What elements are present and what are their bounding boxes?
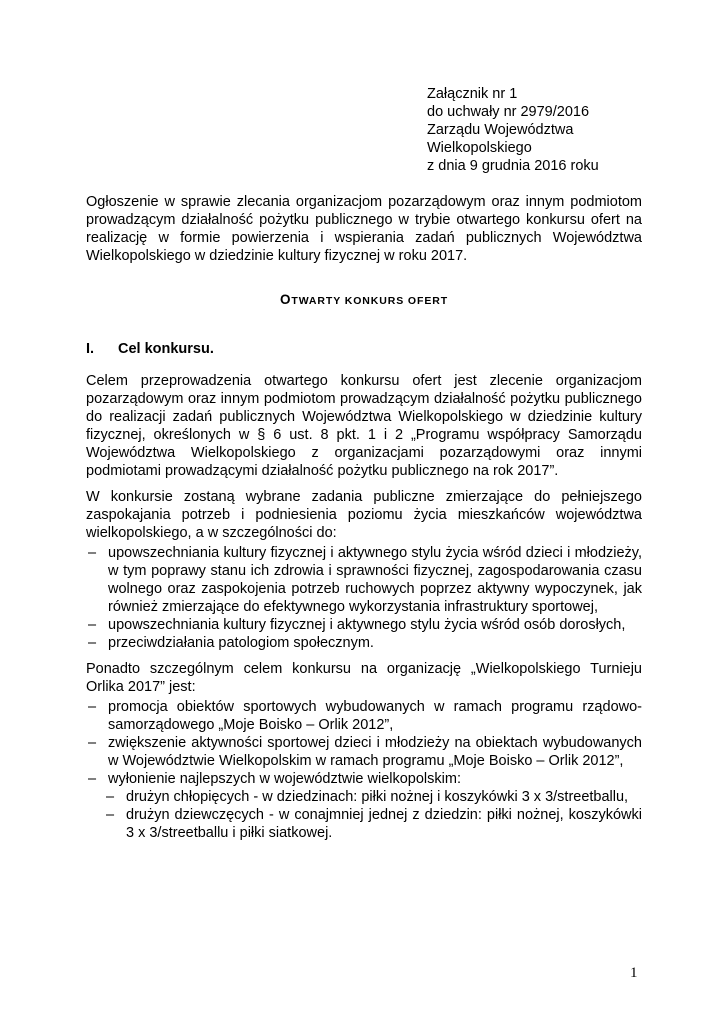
list-item bbox=[86, 734, 642, 770]
bullet: – bbox=[88, 635, 97, 651]
list-item-text: przeciwdziałania patologiom społecznym. bbox=[108, 635, 374, 651]
list-item bbox=[86, 634, 642, 652]
annex-line: Zarządu Województwa bbox=[427, 122, 574, 138]
task-list bbox=[86, 544, 642, 652]
list-item-text: zwiększenie aktywności sportowej dzieci i młodzieży na obiektach wybudowanych w Województwie Wielkopolskim w ramach programu „Moje Boisko – Orlik 2012”, bbox=[108, 735, 642, 769]
list-item bbox=[86, 770, 642, 788]
bullet: – bbox=[88, 735, 97, 751]
bullet: – bbox=[88, 771, 97, 787]
list-item bbox=[104, 788, 642, 806]
bullet: – bbox=[106, 789, 115, 805]
section-heading bbox=[86, 340, 642, 358]
document-title bbox=[86, 291, 642, 310]
title-cap: O bbox=[279, 292, 292, 307]
document-page bbox=[86, 85, 642, 842]
paragraph-orlik: Ponadto szczególnym celem konkursu na organizację „Wielkopolskiego Turnieju Orlika 2017” jest: bbox=[86, 661, 642, 695]
bullet: – bbox=[88, 617, 97, 633]
bullet: – bbox=[106, 807, 115, 823]
list-item-text: upowszechniania kultury fizycznej i aktywnego stylu życia wśród dzieci i młodzieży, w tym poprawy stanu ich zdrowia i sprawności fizycznej, zagospodarowania czasu wolnego oraz zaspokojenia potrzeb ruchowych poprzez aktywny wypoczynek, jak również zmierzające do efektywnego wykorzystania infrastruktury sportowej, bbox=[108, 545, 642, 615]
team-sublist bbox=[104, 788, 642, 842]
annex-line: Wielkopolskiego bbox=[427, 140, 532, 156]
orlik-goal-list bbox=[86, 698, 642, 788]
bullet: – bbox=[88, 699, 97, 715]
annex-line: do uchwały nr 2979/2016 bbox=[427, 104, 590, 120]
list-item bbox=[86, 616, 642, 634]
annex-header bbox=[427, 85, 642, 175]
list-item bbox=[104, 806, 642, 842]
annex-line: Załącznik nr 1 bbox=[427, 86, 518, 102]
list-item bbox=[86, 544, 642, 616]
paragraph-goal: Celem przeprowadzenia otwartego konkursu ofert jest zlecenie organizacjom pozarządowym oraz innym podmiotom prowadzącym działalność pożytku publicznego do realizacji zadań publicznych Województwa Wielkopolskiego w dziedzinie kultury fizycznej, określonych w § 6 ust. 8 pkt. 1 i 2 „Programu współpracy Samorządu Województwa Wielkopolskiego z organizacjami pozarządowymi oraz innymi podmiotami prowadzącymi działalność pożytku publicznego na rok 2017”. bbox=[86, 373, 642, 479]
list-item-text: promocja obiektów sportowych wybudowanych w ramach programu rządowo-samorządowego „Moje Boisko – Orlik 2012”, bbox=[108, 699, 642, 733]
page-number: 1 bbox=[630, 965, 638, 981]
section-title: Cel konkursu. bbox=[118, 341, 214, 357]
section-number: I. bbox=[86, 341, 95, 357]
annex-line: z dnia 9 grudnia 2016 roku bbox=[427, 158, 599, 174]
list-item-text: drużyn chłopięcych - w dziedzinach: piłki nożnej i koszykówki 3 x 3/streetballu, bbox=[126, 789, 629, 805]
paragraph-tasks: W konkursie zostaną wybrane zadania publiczne zmierzające do pełniejszego zaspokajania potrzeb i podniesienia poziomu życia mieszkańców województwa wielkopolskiego, a w szczególności do: bbox=[86, 489, 642, 541]
list-item bbox=[86, 698, 642, 734]
list-item-text: wyłonienie najlepszych w województwie wielkopolskim: bbox=[108, 771, 461, 787]
title-rest: TWARTY KONKURS OFERT bbox=[291, 295, 449, 307]
list-item-text: upowszechniania kultury fizycznej i aktywnego stylu życia wśród osób dorosłych, bbox=[108, 617, 626, 633]
announcement-intro: Ogłoszenie w sprawie zlecania organizacjom pozarządowym oraz innym podmiotom prowadzącym działalność pożytku publicznego w trybie otwartego konkursu ofert na realizację w formie powierzenia i wspierania zadań publicznych Województwa Wielkopolskiego w dziedzinie kultury fizycznej w roku 2017. bbox=[86, 194, 642, 264]
list-item-text: drużyn dziewczęcych - w conajmniej jednej z dziedzin: piłki nożnej, koszykówki 3 x 3/streetballu i piłki siatkowej. bbox=[126, 807, 642, 841]
bullet: – bbox=[88, 545, 97, 561]
